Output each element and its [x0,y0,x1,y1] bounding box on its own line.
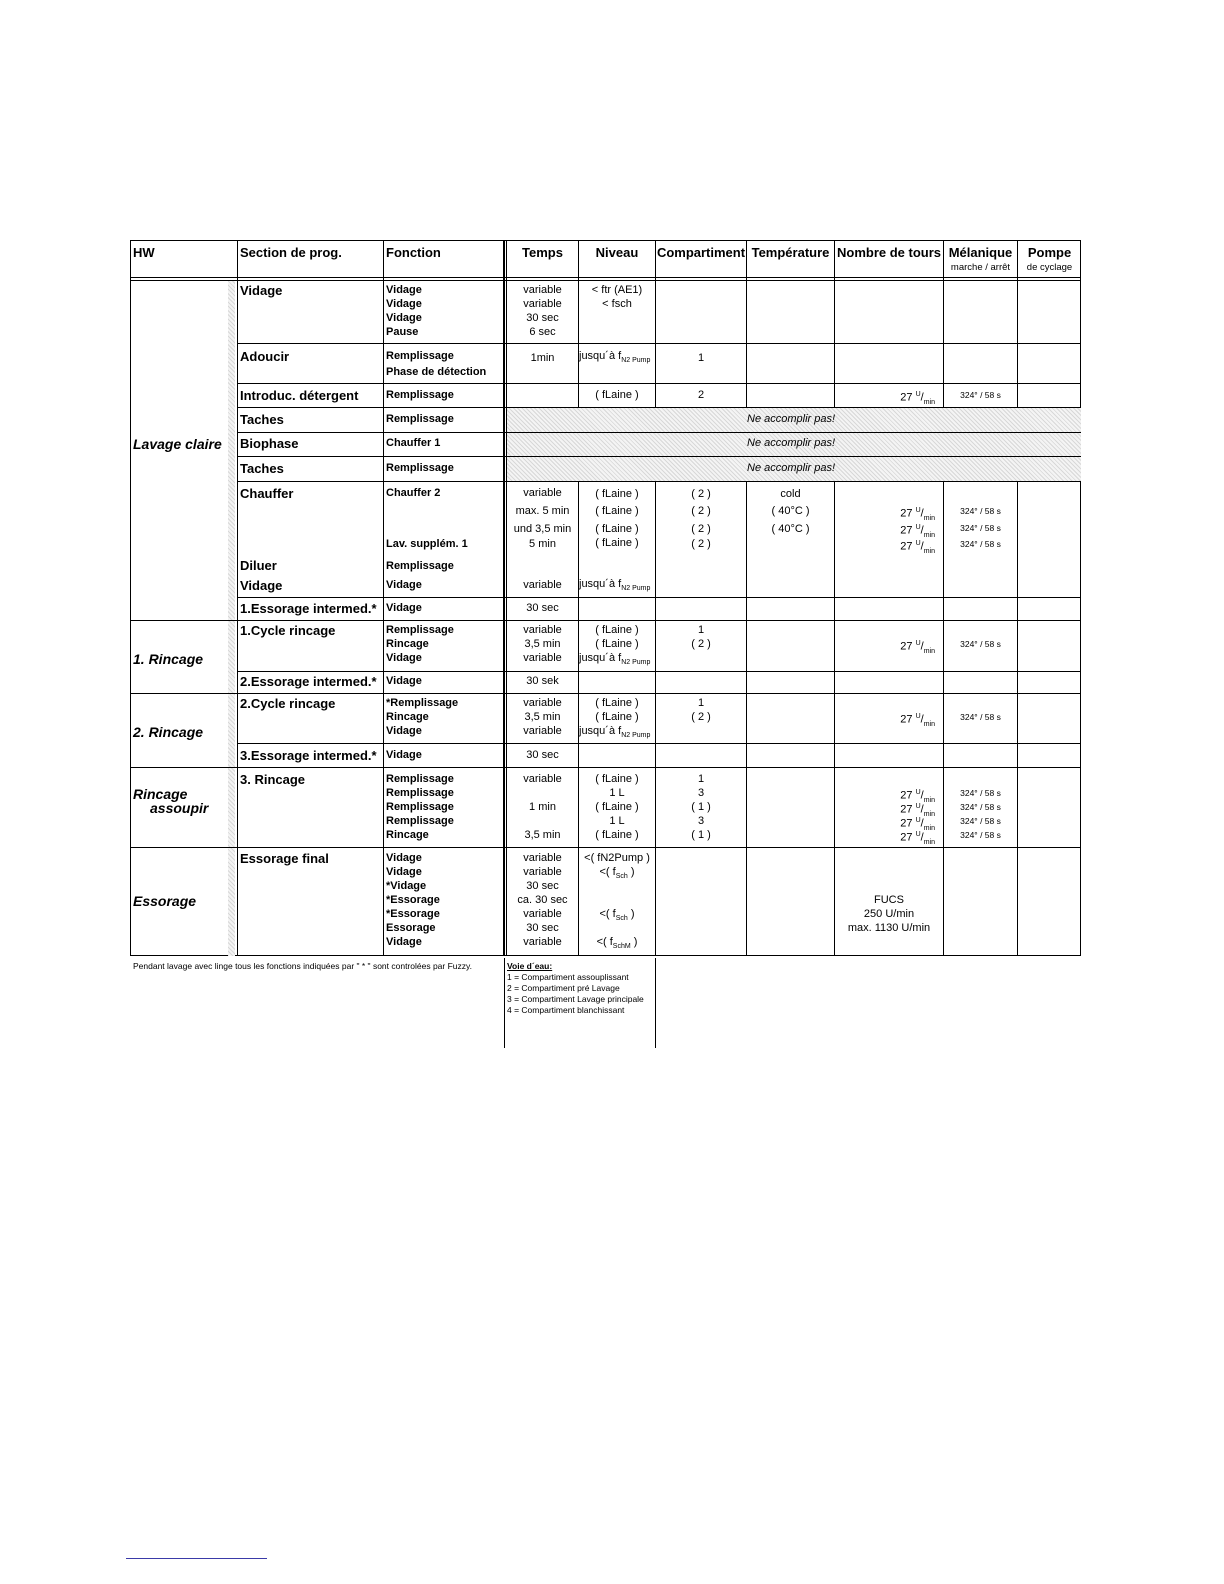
temps: variable [523,652,562,664]
melanique: 324° / 58 s [960,523,1001,533]
fonction: Vidage [386,284,422,296]
tours-val: 27 [900,817,916,830]
fonction: Vidage [386,866,422,878]
melanique: 324° / 58 s [960,506,1001,516]
tours-slash: / [920,713,924,726]
col-line [503,240,505,956]
fonction: Pause [386,326,419,338]
header-pompe-sub: de cyclage [1026,262,1073,273]
fonction: Lav. supplém. 1 [386,538,468,550]
fsch-close: ) [627,866,635,878]
melanique: 324° / 58 s [960,816,1001,826]
hw-rincage-2: 2. Rincage [133,724,204,740]
melanique: 324° / 58 s [960,830,1001,840]
section-introduc: Introduc. détergent [240,388,359,403]
temps: 5 min [529,538,556,550]
schm-sub: SchM [612,943,631,951]
temps: 3,5 min [524,638,561,650]
row-line [237,597,1081,598]
fsch-pre: <( f [596,936,613,948]
temps: 30 sec [526,922,559,934]
hw-rincage-assoupir: Rincage [133,786,188,802]
fsch-pre: <( f [599,908,616,920]
row-line [237,743,1081,744]
section-diluer: Diluer [240,558,277,573]
temps: variable [523,852,562,864]
fonction: Remplissage [386,389,454,401]
melanique: 324° / 58 s [960,788,1001,798]
tours-val: 27 [900,540,916,553]
compartiment: 1 [697,352,705,364]
tours-val: 27 [900,831,916,844]
tours-min: min [923,514,935,522]
niveau-fsch [579,865,655,884]
niveau-jusqua [579,651,655,670]
header-temps: Temps [522,245,563,260]
col-line [655,240,656,956]
fsch-pre: <( f [599,866,616,878]
compartiment: 1 [697,624,705,636]
jusqua-text: jusqu´à f [579,652,622,664]
temps: variable [523,298,562,310]
tours-min: min [923,824,935,832]
tours-val: 27 [900,713,916,726]
tours [835,388,943,410]
fonction: Chauffer 1 [386,437,441,449]
melanique: 324° / 58 s [960,390,1001,400]
tours-u: U [915,507,921,514]
temps: 30 sek [526,675,559,687]
header-section: Section de prog. [240,245,342,260]
niveau: ( fLaine ) [595,773,639,785]
niveau-jusqua [579,349,655,368]
tours-min: min [923,531,935,539]
tours-u: U [915,640,921,647]
hw-lavage-claire: Lavage claire [133,436,222,452]
jusqua-text: jusqu´à f [579,350,622,362]
tours-min: min [923,796,935,804]
tours [835,637,943,659]
temps: ca. 30 sec [517,894,568,906]
compartiment: 3 [697,815,705,827]
tours-val: 27 [900,640,916,653]
niveau: ( fLaine ) [595,697,639,709]
row-line [130,693,1081,694]
fonction: Vidage [386,602,422,614]
temps: und 3,5 min [513,523,572,535]
compartiment: ( 2 ) [691,523,711,535]
temps: variable [523,725,562,737]
niveau: ( fLaine ) [595,624,639,636]
row-line [237,456,1081,457]
ne-accomplir-label: Ne accomplir pas! [747,462,836,474]
tours-fucs: FUCS [874,894,904,906]
compartiment: ( 2 ) [691,505,711,517]
niveau: <( fN2Pump ) [584,852,650,864]
col-line [578,240,579,956]
row-line [237,671,1081,672]
header-pompe: Pompe [1027,245,1072,260]
fonction: Remplissage [386,462,454,474]
sch-sub: Sch [615,915,628,923]
niveau-jusqua [579,724,655,743]
tours-min: min [923,810,935,818]
section-taches: Taches [240,412,284,427]
temps: variable [523,284,562,296]
fonction: Rincage [386,638,429,650]
fonction: Vidage [386,312,422,324]
temps: variable [523,624,562,636]
hw-strip [228,281,235,956]
row-line [237,383,1081,384]
compartiment: 1 [697,773,705,785]
tours-u: U [915,831,921,838]
niveau: 1 L [609,787,625,799]
temps: variable [523,579,562,591]
tours-u: U [915,789,921,796]
tours-min: min [923,838,935,846]
tours-fucs: 250 U/min [863,908,915,920]
hw-rincage-assoupir-2: assoupir [150,800,209,816]
niveau: ( fLaine ) [595,523,639,535]
niveau: ( fLaine ) [595,638,639,650]
tours-u: U [915,540,921,547]
fonction: *Essorage [386,908,440,920]
legend-item: 4 = Compartiment blanchissant [507,1005,625,1015]
niveau: ( fLaine ) [595,505,639,517]
temps: max. 5 min [515,505,570,517]
fonction: *Remplissage [386,697,459,709]
fonction: Vidage [386,725,422,737]
temperature: cold [780,488,801,500]
fonction: Vidage [386,298,422,310]
fonction: Remplissage [386,413,454,425]
fonction: Vidage [386,579,422,591]
fsch-close: ) [627,908,635,920]
fonction: Phase de détection [386,366,487,378]
section-biophase: Biophase [240,436,299,451]
n2pump-sub: N2 Pump [621,585,651,593]
hw-essorage: Essorage [133,893,197,909]
fsch-close: ) [630,936,638,948]
col-line [943,240,944,956]
temperature: ( 40°C ) [771,523,810,535]
legend-item: 1 = Compartiment assouplissant [507,972,629,982]
tours-slash: / [920,507,924,520]
compartiment: ( 1 ) [691,829,711,841]
row-line [130,767,1081,768]
legend-item: 3 = Compartiment Lavage principale [507,994,644,1004]
niveau: ( fLaine ) [595,389,639,401]
tours-min: min [923,547,935,555]
col-line [506,240,507,956]
niveau-fsch [579,907,655,926]
niveau: ( fLaine ) [595,801,639,813]
fonction: *Essorage [386,894,440,906]
header-melanique: Mélanique [948,245,1013,260]
tours-slash: / [920,524,924,537]
compartiment: ( 2 ) [691,538,711,550]
tours-slash: / [920,391,924,404]
row-line [237,343,1081,344]
sch-sub: Sch [615,873,628,881]
temps: 3,5 min [524,829,561,841]
niveau: ( fLaine ) [595,537,639,549]
header-divider-2 [130,280,1081,281]
tours-val: 27 [900,391,916,404]
row-line [237,432,1081,433]
section-cycle-2: 2.Cycle rincage [240,696,336,711]
col-line [237,240,238,956]
section-essorage-1: 1.Essorage intermed.* [240,601,377,616]
fonction: Rincage [386,829,429,841]
compartiment: 2 [697,389,705,401]
temps: variable [523,697,562,709]
ne-accomplir-label: Ne accomplir pas! [747,437,836,449]
temps: 30 sec [526,749,559,761]
temps: 30 sec [526,880,559,892]
melanique: 324° / 58 s [960,712,1001,722]
tours-val: 27 [900,789,916,802]
section-essorage-3: 3.Essorage intermed.* [240,748,377,763]
fonction: Vidage [386,852,422,864]
tours-val: 27 [900,507,916,520]
header-melanique-sub: marche / arrêt [950,262,1011,273]
temps: 1min [530,352,555,364]
header-temperature: Température [751,245,830,260]
compartiment: ( 2 ) [691,488,711,500]
row-line [237,481,1081,482]
tours [835,710,943,732]
compartiment: ( 2 ) [691,711,711,723]
niveau: < ftr (AE1) [591,284,643,296]
tours-fucs: max. 1130 U/min [847,922,931,934]
header-niveau: Niveau [595,245,639,260]
fonction: Vidage [386,749,422,761]
fonction: Remplissage [386,350,454,362]
section-vidage-2: Vidage [240,578,283,593]
n2pump-sub: N2 Pump [621,357,651,365]
fonction: Rincage [386,711,429,723]
niveau: ( fLaine ) [595,829,639,841]
header-hw: HW [133,245,155,260]
row-line [130,620,1081,621]
temps: variable [523,773,562,785]
tours-min: min [923,720,935,728]
compartiment: 1 [697,697,705,709]
section-chauffer: Chauffer [240,486,294,501]
tours-u: U [915,524,921,531]
niveau-jusqua [579,577,655,596]
section-rincage-3: 3. Rincage [240,772,306,787]
fonction: Vidage [386,652,422,664]
fonction: Chauffer 2 [386,487,441,499]
temps: variable [523,487,562,499]
tours [835,828,943,850]
header-compartiment: Compartiment [656,245,746,260]
melanique: 324° / 58 s [960,539,1001,549]
n2pump-sub: N2 Pump [621,732,651,740]
compartiment: 3 [697,787,705,799]
tours-val: 27 [900,803,916,816]
compartiment: ( 2 ) [691,638,711,650]
niveau-fschm [579,935,655,954]
tours-u: U [915,817,921,824]
jusqua-text: jusqu´à f [579,578,622,590]
footnote: Pendant lavage avec linge tous les fonctions indiquées par " * " sont controlées par Fuzzy. [133,961,472,971]
niveau: ( fLaine ) [595,711,639,723]
temps: 6 sec [529,326,556,338]
fonction: Remplissage [386,787,454,799]
fonction: Vidage [386,936,422,948]
tours-slash: / [920,831,924,844]
tours [835,537,943,559]
tours-slash: / [920,817,924,830]
fonction: Remplissage [386,624,454,636]
tours-slash: / [920,803,924,816]
niveau: ( fLaine ) [595,488,639,500]
col-line [1017,240,1018,956]
fonction: Remplissage [386,773,454,785]
jusqua-text: jusqu´à f [579,725,622,737]
footnote-rule [126,1558,267,1559]
niveau: 1 L [609,815,625,827]
col-line [746,240,747,956]
legend-title: Voie d´eau: [507,961,553,971]
section-essorage-final: Essorage final [240,851,329,866]
temps: 1 min [529,801,556,813]
fonction: Essorage [386,922,436,934]
temps: variable [523,936,562,948]
header-tours: Nombre de tours [836,245,941,260]
tours-min: min [923,647,935,655]
col-line [383,240,384,956]
temps: variable [523,908,562,920]
section-essorage-2: 2.Essorage intermed.* [240,674,377,689]
legend-item: 2 = Compartiment pré Lavage [507,983,620,993]
fonction: *Vidage [386,880,427,892]
melanique: 324° / 58 s [960,639,1001,649]
row-line [237,407,1081,408]
tours-min: min [923,398,935,406]
header-divider [130,277,1081,278]
section-adoucir: Adoucir [240,349,290,364]
temps: 30 sec [526,602,559,614]
tours-u: U [915,803,921,810]
temps: 3,5 min [524,711,561,723]
fonction: Remplissage [386,815,454,827]
tours-slash: / [920,540,924,553]
melanique: 324° / 58 s [960,802,1001,812]
header-fonction: Fonction [386,245,441,260]
fonction: Remplissage [386,801,454,813]
fonction: Remplissage [386,560,454,572]
tours-u: U [915,713,921,720]
tours-slash: / [920,789,924,802]
tours-slash: / [920,640,924,653]
hw-rincage-1: 1. Rincage [133,651,204,667]
compartiment: ( 1 ) [691,801,711,813]
tours-u: U [915,391,921,398]
temperature: ( 40°C ) [771,505,810,517]
section-vidage: Vidage [240,283,283,298]
n2pump-sub: N2 Pump [621,659,651,667]
section-taches-2: Taches [240,461,284,476]
section-cycle-1: 1.Cycle rincage [240,623,336,638]
tours-val: 27 [900,524,916,537]
temps: variable [523,866,562,878]
niveau: < fsch [602,298,632,310]
fonction: Vidage [386,675,422,687]
program-table [130,240,1081,956]
temps: 30 sec [526,312,559,324]
ne-accomplir-label: Ne accomplir pas! [747,413,836,425]
